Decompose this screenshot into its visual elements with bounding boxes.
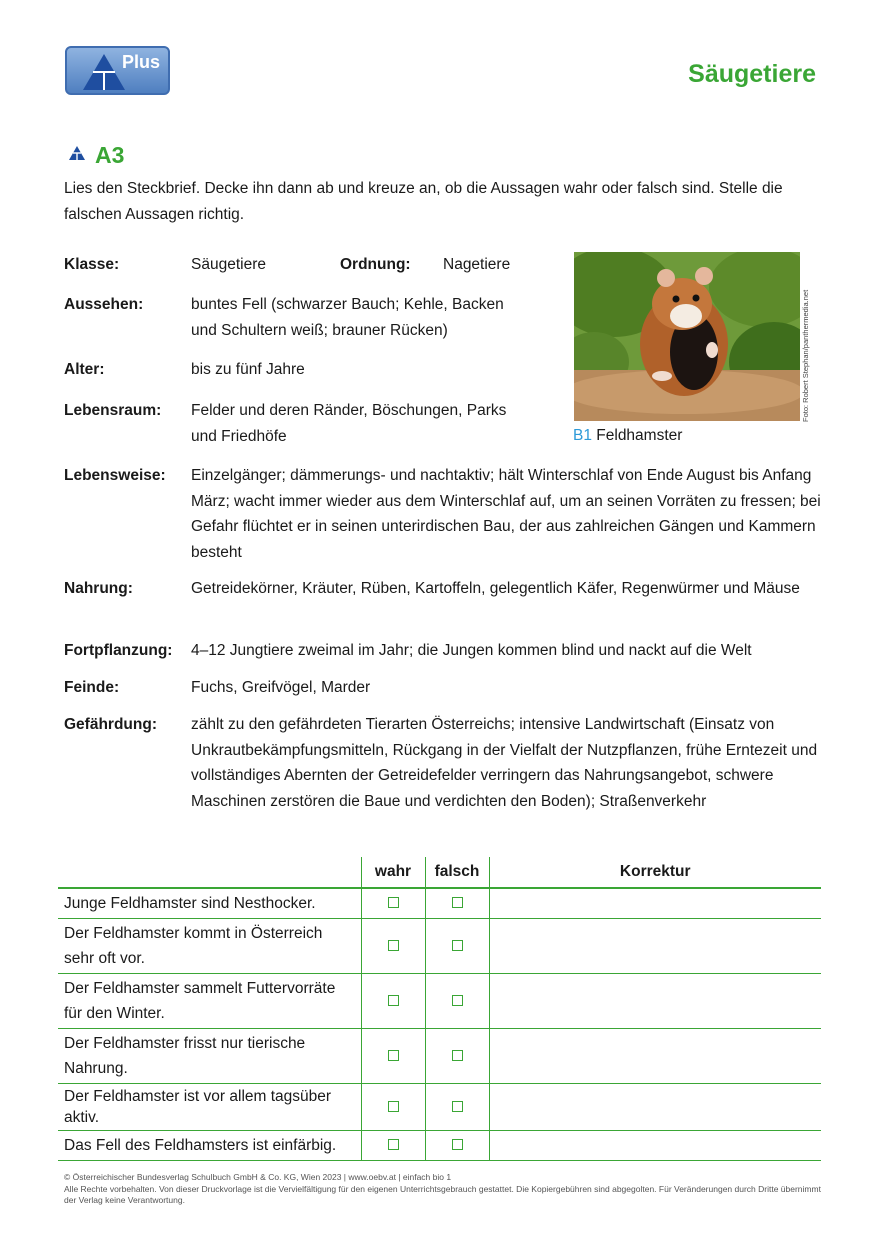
triangle-logo-icon xyxy=(81,52,127,92)
falsch-checkbox[interactable] xyxy=(452,1139,463,1150)
task-triangle-icon xyxy=(69,146,85,160)
table-row xyxy=(58,1131,821,1161)
header-korrektur: Korrektur xyxy=(489,857,821,888)
task-label: A3 xyxy=(95,142,125,168)
table-row xyxy=(58,974,821,1029)
photo-credit: Foto: Robert Stephan/panthermedia.net xyxy=(801,289,810,422)
wahr-checkbox[interactable] xyxy=(388,1101,399,1112)
statement-text: Der Feldhamster sammelt Futtervorräte für den Winter. xyxy=(58,974,361,1029)
nahrung-value: Getreidekörner, Kräuter, Rüben, Kartoffeln, gelegentlich Käfer, Regenwürmer und Mäuse xyxy=(191,580,800,597)
gefaehrdung-label: Gefährdung: xyxy=(64,716,157,733)
feinde-label: Feinde: xyxy=(64,679,120,696)
footer-rights: Alle Rechte vorbehalten. Von dieser Druckvorlage ist die Vervielfältigung für den eigenen Unterrichtsgebrauch gestattet. Die Kopiergebühren sind abgegolten. Für Veränderungen durch Dritte übernimmt der Verlag keine Verantwortung. xyxy=(64,1183,821,1205)
true-false-table xyxy=(58,857,821,1161)
task-instruction: Lies den Steckbrief. Decke ihn dann ab und kreuze an, ob die Aussagen wahr oder falsch sind. Stelle die falschen Aussagen richtig. xyxy=(64,180,783,223)
gefaehrdung-value: zählt zu den gefährdeten Tierarten Österreichs; intensive Landwirtschaft (Einsatz von Unkrautbekämpfungsmitteln, Rückgang in der Vielfalt der Nutzpflanzen, frühe Erntezeit und vollständiges Abernten der Getreidefelder verringern das Nahrungsangebot, schwere Maschinen zerstören die Baue und verdichten den Boden); Straßenverkehr xyxy=(191,716,818,810)
wahr-checkbox[interactable] xyxy=(388,940,399,951)
korrektur-field[interactable] xyxy=(489,1084,821,1131)
page-title: Säugetiere xyxy=(688,60,816,88)
header-blank xyxy=(58,857,361,888)
falsch-checkbox[interactable] xyxy=(452,1050,463,1061)
lebensweise-value: Einzelgänger; dämmerungs- und nachtaktiv; hält Winterschlaf von Ende August bis Anfang März; wacht immer wieder aus dem Winterschlaf auf, um an seinen Vorräten zu fressen; bei Gefahr flüchtet er in seinen unterirdischen Bau, der aus zahlreichen Gängen und Kammern besteht xyxy=(191,467,821,561)
wahr-checkbox[interactable] xyxy=(388,897,399,908)
statement-text: Das Fell des Feldhamsters ist einfärbig. xyxy=(58,1131,361,1161)
statement-text: Der Feldhamster kommt in Österreich sehr oft vor. xyxy=(58,919,361,974)
alter-label: Alter: xyxy=(64,361,105,378)
klasse-value: Säugetiere xyxy=(191,256,266,273)
photo-caption xyxy=(573,427,682,445)
korrektur-field[interactable] xyxy=(489,1029,821,1084)
korrektur-field[interactable] xyxy=(489,919,821,974)
ordnung-value: Nagetiere xyxy=(443,256,511,273)
lebensraum-label: Lebensraum: xyxy=(64,402,162,419)
falsch-checkbox[interactable] xyxy=(452,940,463,951)
logo-text: Plus xyxy=(122,52,161,72)
footer xyxy=(64,1172,824,1207)
nahrung-label: Nahrung: xyxy=(64,580,133,597)
footer-copyright: © Österreichischer Bundesverlag Schulbuch GmbH & Co. KG, Wien 2023 | www.oebv.at | einfach bio 1 xyxy=(64,1172,452,1182)
caption-number: B1 xyxy=(573,427,592,444)
hamster-photo xyxy=(574,252,800,421)
falsch-checkbox[interactable] xyxy=(452,995,463,1006)
table-row xyxy=(58,888,821,919)
lebensweise-label: Lebensweise: xyxy=(64,467,166,484)
statement-text: Der Feldhamster frisst nur tierische Nahrung. xyxy=(58,1029,361,1084)
korrektur-field[interactable] xyxy=(489,974,821,1029)
korrektur-field[interactable] xyxy=(489,888,821,919)
falsch-checkbox[interactable] xyxy=(452,1101,463,1112)
table-row xyxy=(58,919,821,974)
aussehen-label: Aussehen: xyxy=(64,296,144,313)
statement-text: Der Feldhamster ist vor allem tagsüber aktiv. xyxy=(58,1084,361,1131)
fortpflanzung-label: Fortpflanzung: xyxy=(64,642,173,659)
wahr-checkbox[interactable] xyxy=(388,1050,399,1061)
header-wahr: wahr xyxy=(361,857,425,888)
plus-logo xyxy=(65,46,170,95)
table-row xyxy=(58,1029,821,1084)
feinde-value: Fuchs, Greifvögel, Marder xyxy=(191,679,371,696)
lebensraum-value: Felder und deren Ränder, Böschungen, Parks und Friedhöfe xyxy=(191,402,507,445)
fortpflanzung-value: 4–12 Jungtiere zweimal im Jahr; die Jungen kommen blind und nackt auf die Welt xyxy=(191,642,752,659)
table-row xyxy=(58,1084,821,1131)
ordnung-label: Ordnung: xyxy=(340,256,411,273)
falsch-checkbox[interactable] xyxy=(452,897,463,908)
wahr-checkbox[interactable] xyxy=(388,1139,399,1150)
alter-value: bis zu fünf Jahre xyxy=(191,361,305,378)
korrektur-field[interactable] xyxy=(489,1131,821,1161)
wahr-checkbox[interactable] xyxy=(388,995,399,1006)
header-falsch: falsch xyxy=(425,857,489,888)
aussehen-value: buntes Fell (schwarzer Bauch; Kehle, Backen und Schultern weiß; brauner Rücken) xyxy=(191,296,504,339)
statement-text: Junge Feldhamster sind Nesthocker. xyxy=(58,888,361,919)
caption-text: Feldhamster xyxy=(596,427,683,444)
klasse-label: Klasse: xyxy=(64,256,120,273)
